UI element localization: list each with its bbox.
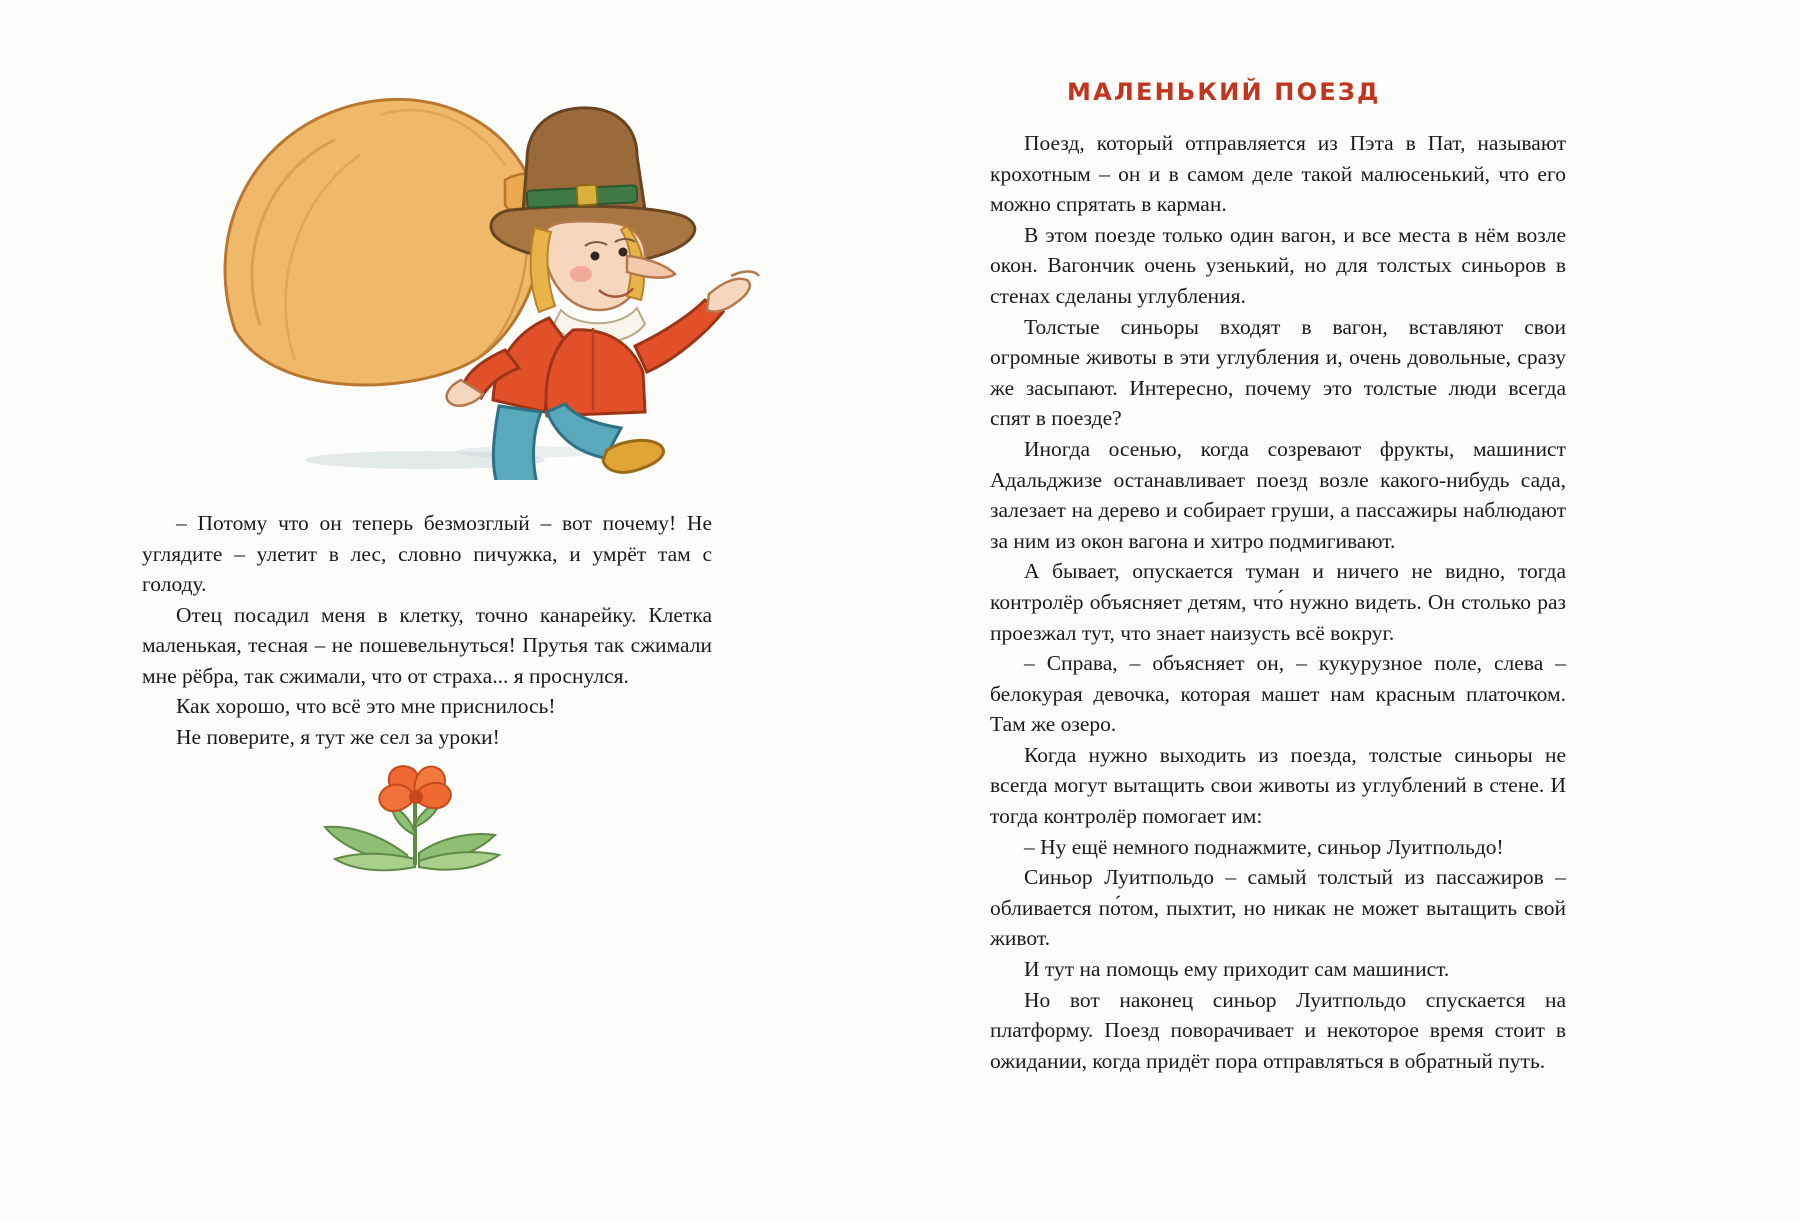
right-page-body-text (990, 128, 1566, 1076)
paragraph: Поезд, который отправляется из Пэта в Пат, называют крохотным – он и в самом деле такой малюсенький, что его можно спрятать в карман. (990, 131, 1566, 217)
chapter-title: МАЛЕНЬКИЙ ПОЕЗД (1067, 78, 1381, 106)
paragraph: Но вот наконец синьор Луитпольдо спускается на платформу. Поезд поворачивает и некоторое время стоит в ожидании, когда придёт пора отправляться в обратный путь. (990, 987, 1566, 1073)
paragraph: Синьор Луитпольдо – самый толстый из пассажиров – обливается по́том, пыхтит, но никак не может вытащить свой живот. (990, 865, 1566, 951)
paragraph: А бывает, опускается туман и ничего не видно, тогда контролёр объясняет детям, что́ нужно видеть. Он столько раз проезжал тут, что знает наизусть всё вокруг. (990, 559, 1566, 645)
paragraph: И тут на помощь ему приходит сам машинист. (1024, 957, 1450, 982)
paragraph: В этом поезде только один вагон, и все места в нём возле окон. Вагончик очень узенький, но для толстых синьоров в стенах сделаны углубления. (990, 222, 1566, 308)
left-page-body-text (142, 508, 712, 752)
paragraph: Как хорошо, что всё это мне приснилось! (176, 694, 556, 718)
paragraph: – Справа, – объясняет он, – кукурузное поле, слева – белокурая девочка, которая машет нам красным платочком. Там же озеро. (990, 651, 1566, 737)
paragraph: Толстые синьоры входят в вагон, вставляют свои огромные животы в эти углубления и, очень довольные, сразу же засыпают. Интересно, почему это толстые люди всегда спят в поезде? (990, 314, 1566, 431)
paragraph: Иногда осенью, когда созревают фрукты, машинист Адальджизе останавливает поезд возле какого-нибудь сада, залезает на дерево и собирает груши, а пассажиры наблюдают за ним из окон вагона и хитро подмигивают. (990, 436, 1566, 553)
flower-ornament (315, 755, 515, 885)
paragraph: Когда нужно выходить из поезда, толстые синьоры не всегда могут вытащить свои животы из углублений в стене. И тогда контролёр помогает им: (990, 742, 1566, 829)
paragraph: – Ну ещё немного поднажмите, синьор Луитпольдо! (1024, 834, 1504, 859)
boy-with-sack-illustration (175, 60, 775, 480)
paragraph: Не поверите, я тут же сел за уроки! (176, 724, 500, 749)
paragraph: – Потому что он теперь безмозглый – вот почему! Не углядите – улетит в лес, словно пичужка, и умрёт там с голоду. (142, 511, 712, 596)
paragraph: Отец посадил меня в клетку, точно канарейку. Клетка маленькая, тесная – не пошевельнуться! Прутья так сжимали мне рёбра, так сжимали, что от страха... я проснулся. (142, 602, 712, 688)
